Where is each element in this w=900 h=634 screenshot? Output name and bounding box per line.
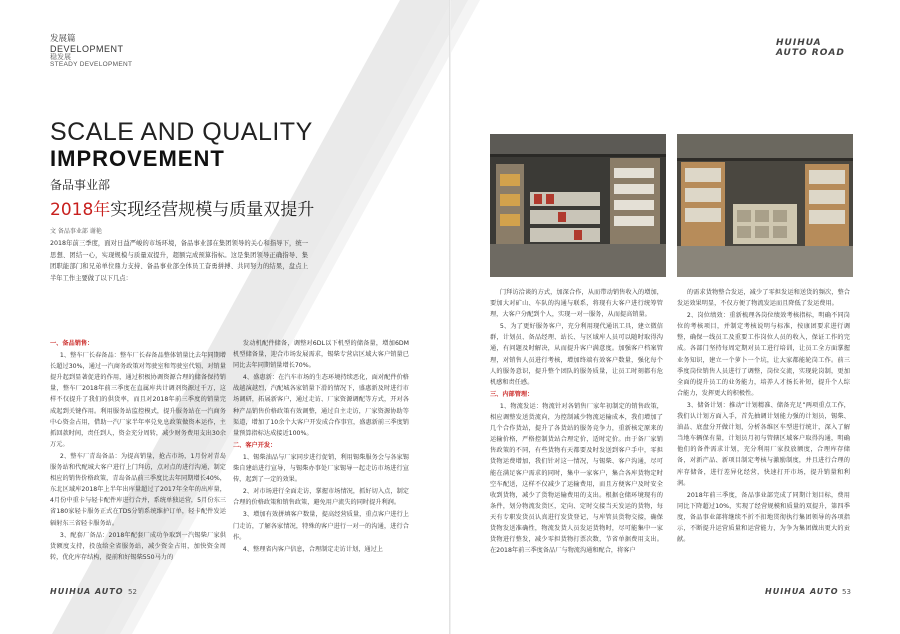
- department-name: 备品事业部: [50, 178, 111, 192]
- text-column-2: [233, 338, 409, 556]
- subsection-en: STEADY DEVELOPMENT: [50, 61, 133, 69]
- body-paragraph: 3、配套厂备品：2018年配套厂成功争取到一汽锡柴厂家供货额度支持，投放给全省服务站，减少资金占用，加快资金周转，优化库存结构，提前和好锡柴550马力的: [50, 531, 226, 561]
- page-number-left: 52: [128, 588, 137, 596]
- heading-english-line2: IMPROVEMENT: [50, 146, 225, 171]
- warehouse-photo-2: [677, 134, 853, 277]
- section-cn: 发展篇: [50, 33, 76, 43]
- body-paragraph: 2、对市场进行全面走访，掌握市场情况，抓好切入点，制定合理的价格政策和销售政策，避免用户流失的同时提升利润。: [233, 488, 409, 507]
- section-heading: 三、内部管理：: [490, 390, 534, 398]
- section-heading: 二、客户开发：: [233, 441, 277, 449]
- title-text: 实现经营规模与质量双提升: [110, 200, 315, 220]
- brand-logo-top: HUIHUA AUTO ROAD: [776, 38, 845, 58]
- body-paragraph: 1、整车厂长春备品：整车厂长春备品整体销量比去年同期增长超过30%，通过一汽商务政策对驾驶室和驾驶室代锁、对销量提升起到显著促进的作用，通过积极协调资源合理的储备保持销量，整车厂2018年前三季度在直属库共计调剂资源过千万，这样不仅提升了我们的供货率，而且对2018年前三季度的销量完成起到关键作用。利用服务站监控模式，提升服务站在一汽商务中心资金占用，借助一汽厂家半年率兑免息政策做资本运作，主抓回款时间，责任到人，资金充分周转，减少财务费用支出30余万元。: [50, 352, 226, 448]
- body-paragraph: 4、盛惠新：在汽车市场的生态环境持续恶化，面对配件价格战越演越烈，汽配城各家销量下滑的情况下，盛惠新及时进行市场调研，拓展新客户，通过走访、厂家资源调配等方式，开对各种产品销售价格政策有效调整，通过自主走访，厂家资源协助等渠道，增加了10余个大客户开发成合作事宜，盛惠新前三季度销量预算指标达成接近100%。: [233, 374, 409, 437]
- body-paragraph: 发动机配件储备，调整对6DL以下机型的储备量，增加6DM机型储备量，迎合市场发展需求，锡柴专营店区域大客户销量已同比去年同期销量增长70%。: [233, 340, 409, 370]
- brand-logo-footer-left: HUIHUA AUTO: [50, 587, 124, 596]
- body-paragraph: 3、储备计划：推动“计划精准、储备充足”两项重点工作，我们认计划方面入手，首先抽调计划能力强的计划员，锡柴、油品、底盘分开做计划，分析各维区车型进行统计，深入了解当地车辆保有量，计划员月初与管辖区域客户取得沟通，明确他们的备件需求计划，充分利用厂家投放额度，合理库存储备，对新产品、新项目制定考核与激励制度，并且进行合理的库存储备，进行差异化经营，快速打开市场，提升销量和利润。: [677, 401, 850, 487]
- body-paragraph: 2018年前三季度，备品事业部完成了同期计划目标，费用同比下降超过10%，实现了经营规模和质量的双提升，第四季度，备品事业部将继续不折不扣地贯彻执行集团领导的各项指示，不断提升运营质量和运营能力，为争为集团做出更大的贡献。: [677, 491, 850, 544]
- subsection-cn: 稳发展: [50, 53, 71, 61]
- heading-english-line1: SCALE AND QUALITY: [50, 118, 313, 146]
- body-paragraph: 门拜访洽谈的方式，加深合作，从而带动销售收入的增加，要加大对矿山、车队的沟通与联系，将现有大客户进行统筹管理，大客户分配到个人，实现一对一服务，从而提高销量。: [490, 289, 663, 319]
- article-title: [50, 195, 314, 220]
- body-paragraph: 5、为了更好服务客户，充分利用现代通讯工具，建立微信群，计划员、备品经理、站长、与区域库人员可以随时取得沟通，有问题及时解决，从而提升客户满意度。加强客户档案管理，对销售人员进行考核，增加终端有效客户数量，强化每个人的服务意识，提升整个团队的服务质量，让员工时刻都有危机感和责任感。: [490, 323, 663, 386]
- warehouse-shelves-image: [677, 134, 853, 277]
- warehouse-photo-1: [490, 134, 666, 277]
- section-heading: 一、备品销售：: [50, 340, 94, 347]
- brand-logo-footer-right: HUIHUA AUTO: [765, 587, 839, 596]
- text-column-3: [490, 287, 663, 557]
- text-column-1: [50, 338, 226, 564]
- body-paragraph: 2、岗位绩效：重新梳理各岗位绩效考核指标，明确不同岗位的考核项目，并制定考核说明与标准，按康团要求进行调整，确保一线员工及重要工作岗位人员的收入，保证工作的完成。各部门坚持每周定期对员工进行培训，让员工全方面掌握业务知识，建立一个萝卜一个坑，让大家都能轮岗工作。前三季度岗位销售人员进行了调整，岗位交流，实现轮岗制，更加全面的提升员工的业务能力，培养人才扬长补短，提升个人综合能力，发挥更大的积极性。: [677, 312, 850, 397]
- title-year: 2018年: [50, 200, 111, 220]
- warehouse-shelves-image: [490, 134, 666, 277]
- page-gutter: [449, 0, 451, 634]
- body-paragraph: 1、物流发运：物流针对各销售厂家年初制定的销售政策，相应调整发送货流向，为控制减少物流运输成本，我们增加了几个合作货站，提升了各货站的服务竞争力，重新核定原来的运输价格，严格控制货站合理定价，适时定价。由于备厂家销售政策的不同，有些货物有天都要及时发送到客户手中，零担货物运费增加，我们针对这一情况，与锡柴、客户沟通，尽可能在满足客户需求的同时，集中一家客户，集合各库货物定时空车配送，这样不仅减少了运输费用，而且方便客户及时安全收到货物，减少了货物运输费用的支出。根据仓储环境现有的条件，划分物流发货区，定向、定时交接当天发运的货物，每天有专职发货员认真进行发货登记，与库管员货物交接，确保货物发送准确性，物流发货人员发运货物时，尽可能集中一家货物进行整发，减少零担货物打票次数，节省单据费用支出。在2018年前三季度备品厂与物流沟通和配合，将客户: [490, 402, 663, 555]
- intro-paragraph: 2018年前三季度，面对日益严峻的市场环境，备品事业部在集团领导的关心和指导下，统一思想、团结一心，实现规模与质量双提升，超额完成预算指标。这是集团领导正确指导、集团职能部门和兄弟单位鼎力支持、备品事业部全体员工奋勇拼搏、共同努力的结果，盘点上半年工作主要做了以下几点：: [50, 240, 308, 282]
- body-paragraph: 1、锡柴油品与厂家同步进行促销，利用锡柴服务会与各家锡柴自建站进行宣导，与锡柴办事处厂家锡导一起走访市场进行宣传，起到了一定的效果。: [233, 453, 409, 484]
- text-column-4: [677, 287, 850, 546]
- body-paragraph: 3、增加有效拼填客户数量，提高经营质量，重点客户进行上门走访，了解各家情况，特殊的客户进行一对一的沟通，进行合作。: [233, 511, 409, 541]
- section-en: DEVELOPMENT: [50, 43, 124, 54]
- page-number-right: 53: [842, 588, 851, 596]
- body-paragraph: 2、整车厂青岛备品：为提高销量，抢占市场，1月份对青岛服务站和代配城大客户进行上门拜访，点对点的进行沟通，制定相应的销售价格政策，青岛备品前三季度比去年同期增长40%，东北区域库2018年上半年出库量超过了2017年全年的出库量，4月份中重卡与轻卡配件库进行合并，系统单独运营，5月份东三省180家轻卡服务正式在TDS分销系统维护订单，轻卡配件发运辐射东三省轻卡服务站。: [50, 452, 226, 527]
- body-paragraph: 的需求货物整合发运，减少了零担发运和送货的频次，整合发运效果明显，不仅方便了物流发运而且降低了发运费用。: [677, 289, 850, 308]
- body-paragraph: 4、整理省内客户信息，合理制定走访计划，通过上: [242, 545, 383, 553]
- article-byline: 文 备品事业部 谢艳: [50, 228, 102, 235]
- section-label: [50, 34, 132, 69]
